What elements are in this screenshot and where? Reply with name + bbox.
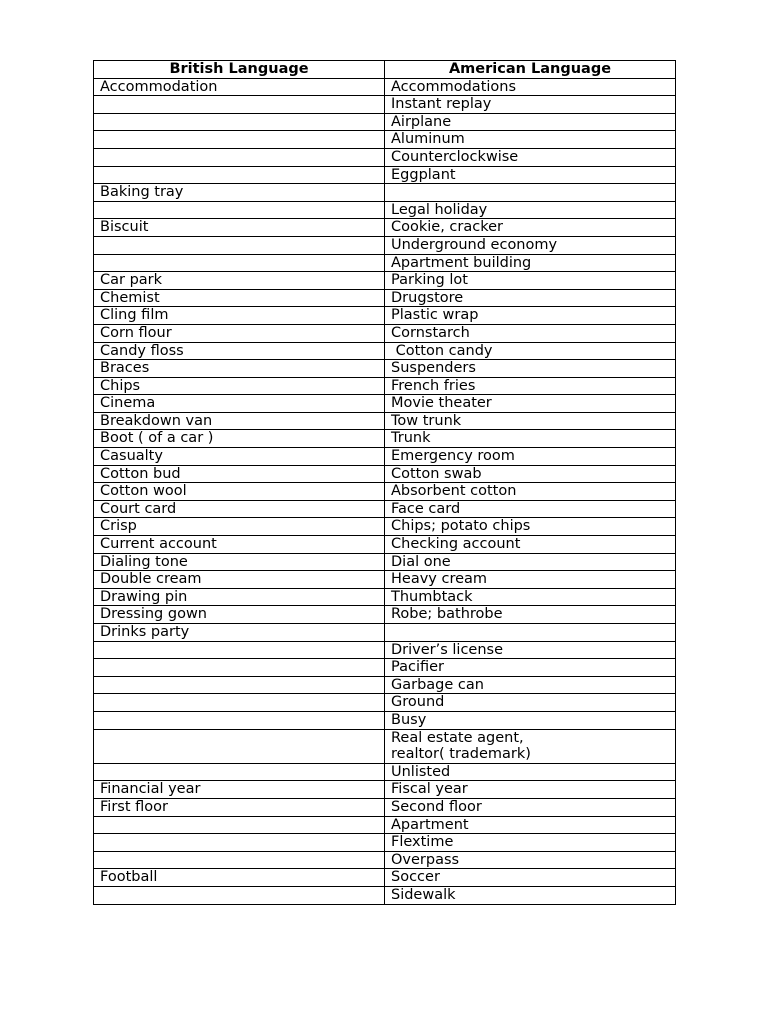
table-row — [94, 886, 676, 904]
american-term-cell: Absorbent cotton — [385, 483, 676, 501]
british-term-cell: Boot ( of a car ) — [94, 430, 385, 448]
american-term-cell: Apartment — [385, 816, 676, 834]
american-term-cell: Thumbtack — [385, 588, 676, 606]
table-row — [94, 219, 676, 237]
british-term-cell: Court card — [94, 500, 385, 518]
british-term-cell — [94, 711, 385, 729]
table-row — [94, 236, 676, 254]
american-term-cell: Drugstore — [385, 289, 676, 307]
british-term-cell: First floor — [94, 798, 385, 816]
british-term-cell — [94, 886, 385, 904]
american-term-cell: French fries — [385, 377, 676, 395]
table-row — [94, 184, 676, 202]
table-row — [94, 412, 676, 430]
american-term-cell: Flextime — [385, 834, 676, 852]
table-row — [94, 798, 676, 816]
british-term-cell: Drinks party — [94, 624, 385, 642]
british-term-cell — [94, 729, 385, 763]
american-term-cell: Eggplant — [385, 166, 676, 184]
american-term-cell: Unlisted — [385, 763, 676, 781]
british-term-cell — [94, 131, 385, 149]
british-term-cell — [94, 694, 385, 712]
british-term-cell: Dialing tone — [94, 553, 385, 571]
british-term-cell — [94, 201, 385, 219]
british-term-cell: Drawing pin — [94, 588, 385, 606]
column-header-british: British Language — [94, 61, 385, 79]
british-term-cell: Cotton bud — [94, 465, 385, 483]
american-term-cell: Sidewalk — [385, 886, 676, 904]
table-row — [94, 113, 676, 131]
british-term-cell: Chemist — [94, 289, 385, 307]
british-term-cell — [94, 851, 385, 869]
american-term-cell: Second floor — [385, 798, 676, 816]
british-term-cell — [94, 834, 385, 852]
american-term-cell: Airplane — [385, 113, 676, 131]
table-body — [94, 78, 676, 904]
american-term-cell: Trunk — [385, 430, 676, 448]
british-term-cell: Cotton wool — [94, 483, 385, 501]
british-term-cell: Braces — [94, 360, 385, 378]
table-row — [94, 536, 676, 554]
table-row — [94, 201, 676, 219]
british-term-cell — [94, 676, 385, 694]
american-term-cell: Ground — [385, 694, 676, 712]
british-term-cell: Cling film — [94, 307, 385, 325]
british-term-cell: Baking tray — [94, 184, 385, 202]
american-term-cell: Emergency room — [385, 448, 676, 466]
american-term-cell: Pacifier — [385, 659, 676, 677]
american-term-cell: Robe; bathrobe — [385, 606, 676, 624]
american-term-cell — [385, 184, 676, 202]
american-term-cell: Movie theater — [385, 395, 676, 413]
table-row — [94, 324, 676, 342]
american-term-cell: Underground economy — [385, 236, 676, 254]
table-row — [94, 763, 676, 781]
american-term-cell: Driver’s license — [385, 641, 676, 659]
american-term-cell: Aluminum — [385, 131, 676, 149]
british-term-cell — [94, 641, 385, 659]
british-term-cell — [94, 166, 385, 184]
british-term-cell: Football — [94, 869, 385, 887]
table-row — [94, 553, 676, 571]
american-term-cell: Cotton swab — [385, 465, 676, 483]
american-term-cell: Busy — [385, 711, 676, 729]
american-term-cell: Garbage can — [385, 676, 676, 694]
british-term-cell — [94, 659, 385, 677]
table-row — [94, 430, 676, 448]
table-row — [94, 254, 676, 272]
american-term-cell: Overpass — [385, 851, 676, 869]
american-term-cell: Heavy cream — [385, 571, 676, 589]
table-row — [94, 676, 676, 694]
british-term-cell — [94, 254, 385, 272]
american-term-cell: Legal holiday — [385, 201, 676, 219]
american-term-cell: Dial one — [385, 553, 676, 571]
british-term-cell: Financial year — [94, 781, 385, 799]
table-row — [94, 500, 676, 518]
american-term-cell: Face card — [385, 500, 676, 518]
british-term-cell: Crisp — [94, 518, 385, 536]
table-row — [94, 289, 676, 307]
table-header — [94, 61, 676, 79]
table-row — [94, 78, 676, 96]
british-term-cell: Casualty — [94, 448, 385, 466]
table-row — [94, 641, 676, 659]
table-row — [94, 166, 676, 184]
table-row — [94, 588, 676, 606]
table-row — [94, 96, 676, 114]
american-term-cell: Real estate agent, realtor( trademark) — [385, 729, 676, 763]
american-term-cell: Plastic wrap — [385, 307, 676, 325]
table-row — [94, 571, 676, 589]
british-term-cell: Corn flour — [94, 324, 385, 342]
british-term-cell — [94, 816, 385, 834]
vocabulary-table — [93, 60, 676, 905]
american-term-cell: Instant replay — [385, 96, 676, 114]
british-term-cell: Car park — [94, 272, 385, 290]
table-row — [94, 606, 676, 624]
table-row — [94, 869, 676, 887]
table-row — [94, 465, 676, 483]
table-row — [94, 272, 676, 290]
header-row — [94, 61, 676, 79]
table-row — [94, 131, 676, 149]
british-term-cell: Candy floss — [94, 342, 385, 360]
british-term-cell — [94, 763, 385, 781]
table-row — [94, 694, 676, 712]
table-row — [94, 816, 676, 834]
american-term-cell: Checking account — [385, 536, 676, 554]
british-term-cell — [94, 113, 385, 131]
column-header-american: American Language — [385, 61, 676, 79]
table-row — [94, 360, 676, 378]
british-term-cell: Breakdown van — [94, 412, 385, 430]
british-term-cell: Dressing gown — [94, 606, 385, 624]
american-term-cell: Tow trunk — [385, 412, 676, 430]
table-row — [94, 307, 676, 325]
table-row — [94, 342, 676, 360]
british-term-cell — [94, 148, 385, 166]
table-row — [94, 448, 676, 466]
british-term-cell: Chips — [94, 377, 385, 395]
american-term-cell: Cornstarch — [385, 324, 676, 342]
british-term-cell: Cinema — [94, 395, 385, 413]
british-term-cell: Accommodation — [94, 78, 385, 96]
table-row — [94, 851, 676, 869]
american-term-cell: Soccer — [385, 869, 676, 887]
table-row — [94, 148, 676, 166]
british-term-cell: Biscuit — [94, 219, 385, 237]
british-term-cell — [94, 96, 385, 114]
table-row — [94, 518, 676, 536]
american-term-cell: Suspenders — [385, 360, 676, 378]
british-term-cell: Double cream — [94, 571, 385, 589]
american-term-cell: Apartment building — [385, 254, 676, 272]
table-row — [94, 781, 676, 799]
table-row — [94, 377, 676, 395]
american-term-cell: Fiscal year — [385, 781, 676, 799]
table-row — [94, 729, 676, 763]
american-term-cell: Counterclockwise — [385, 148, 676, 166]
table-row — [94, 483, 676, 501]
american-term-cell: Accommodations — [385, 78, 676, 96]
american-term-cell: Cotton candy — [385, 342, 676, 360]
american-term-cell — [385, 624, 676, 642]
table-row — [94, 395, 676, 413]
table-row — [94, 624, 676, 642]
table-row — [94, 711, 676, 729]
table-row — [94, 659, 676, 677]
british-term-cell: Current account — [94, 536, 385, 554]
british-term-cell — [94, 236, 385, 254]
american-term-cell: Parking lot — [385, 272, 676, 290]
table-row — [94, 834, 676, 852]
american-term-cell: Chips; potato chips — [385, 518, 676, 536]
american-term-cell: Cookie, cracker — [385, 219, 676, 237]
